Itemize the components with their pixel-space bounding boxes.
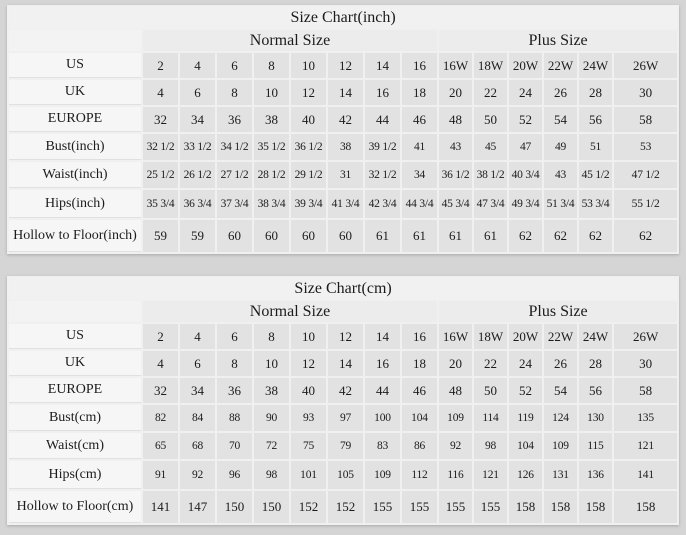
size-cell: 60 [217, 220, 252, 252]
size-cell: 50 [474, 107, 507, 132]
size-cell: 22W [544, 53, 577, 78]
size-cell: 36 1/2 [291, 134, 326, 160]
size-cell: 2 [143, 53, 178, 78]
size-cell: 16 [365, 351, 400, 376]
size-cell: 10 [254, 351, 289, 376]
size-table [7, 5, 679, 254]
size-cell: 4 [180, 53, 215, 78]
size-cell: 51 [579, 134, 612, 160]
size-cell: 6 [217, 324, 252, 349]
size-cell: 51 3/4 [544, 190, 577, 218]
row-label: UK [9, 80, 141, 105]
size-cell: 115 [579, 433, 612, 459]
size-cell: 62 [579, 220, 612, 252]
size-cell: 46 [402, 107, 437, 132]
size-cell: 96 [217, 461, 252, 489]
size-cell: 38 3/4 [254, 190, 289, 218]
size-cell: 43 [544, 162, 577, 188]
size-cell: 40 3/4 [509, 162, 542, 188]
size-cell: 61 [365, 220, 400, 252]
group-header-normal-size: Normal Size [143, 30, 437, 51]
size-cell: 4 [143, 351, 178, 376]
size-cell: 10 [291, 53, 326, 78]
size-cell: 54 [544, 107, 577, 132]
size-cell: 104 [402, 405, 437, 431]
size-cell: 109 [439, 405, 472, 431]
size-cell: 36 [217, 378, 252, 403]
size-cell: 158 [579, 491, 612, 523]
size-cell: 32 [143, 378, 178, 403]
size-cell: 10 [254, 80, 289, 105]
table-row [9, 107, 677, 132]
size-cell: 46 [402, 378, 437, 403]
size-cell: 8 [254, 53, 289, 78]
size-cell: 34 [402, 162, 437, 188]
size-cell: 18W [474, 53, 507, 78]
size-cell: 6 [180, 351, 215, 376]
size-cell: 8 [217, 351, 252, 376]
group-header-plus-size: Plus Size [439, 301, 677, 322]
size-cell: 136 [579, 461, 612, 489]
size-cell: 61 [474, 220, 507, 252]
size-cell: 30 [614, 351, 677, 376]
size-cell: 86 [402, 433, 437, 459]
size-cell: 12 [328, 324, 363, 349]
table-row [9, 190, 677, 218]
size-cell: 14 [328, 351, 363, 376]
size-chart-cm-table [7, 276, 679, 525]
size-cell: 10 [291, 324, 326, 349]
size-cell: 38 [254, 107, 289, 132]
size-cell: 32 [143, 107, 178, 132]
size-cell: 30 [614, 80, 677, 105]
size-cell: 62 [614, 220, 677, 252]
size-cell: 84 [180, 405, 215, 431]
size-cell: 70 [217, 433, 252, 459]
size-cell: 72 [254, 433, 289, 459]
size-cell: 100 [365, 405, 400, 431]
size-cell: 24 [509, 351, 542, 376]
size-cell: 48 [439, 107, 472, 132]
size-cell: 52 [509, 378, 542, 403]
size-cell: 62 [544, 220, 577, 252]
size-cell: 14 [365, 324, 400, 349]
size-cell: 58 [614, 378, 677, 403]
size-cell: 56 [579, 378, 612, 403]
size-cell: 32 1/2 [365, 162, 400, 188]
group-header-normal-size: Normal Size [143, 301, 437, 322]
size-cell: 98 [254, 461, 289, 489]
size-cell: 59 [143, 220, 178, 252]
size-cell: 47 1/2 [614, 162, 677, 188]
size-cell: 18W [474, 324, 507, 349]
row-label: EUROPE [9, 107, 141, 132]
size-cell: 20W [509, 324, 542, 349]
size-cell: 152 [291, 491, 326, 523]
table-row [9, 53, 677, 78]
size-cell: 45 3/4 [439, 190, 472, 218]
size-cell: 34 1/2 [217, 134, 252, 160]
size-cell: 16W [439, 324, 472, 349]
size-cell: 109 [365, 461, 400, 489]
size-cell: 98 [474, 433, 507, 459]
size-cell: 24 [509, 80, 542, 105]
row-label: US [9, 53, 141, 78]
size-cell: 112 [402, 461, 437, 489]
size-cell: 18 [402, 351, 437, 376]
size-cell: 61 [439, 220, 472, 252]
size-cell: 130 [579, 405, 612, 431]
size-cell: 36 1/2 [439, 162, 472, 188]
table-row [9, 162, 677, 188]
size-cell: 49 3/4 [509, 190, 542, 218]
size-cell: 49 [544, 134, 577, 160]
size-cell: 34 [180, 107, 215, 132]
size-cell: 35 1/2 [254, 134, 289, 160]
size-cell: 20 [439, 80, 472, 105]
size-cell: 91 [143, 461, 178, 489]
size-cell: 16 [402, 53, 437, 78]
size-cell: 20W [509, 53, 542, 78]
size-cell: 26 1/2 [180, 162, 215, 188]
row-label: Bust(cm) [9, 405, 141, 431]
table-row [9, 220, 677, 252]
size-cell: 40 [291, 107, 326, 132]
row-label: EUROPE [9, 378, 141, 403]
corner-cell [9, 30, 141, 51]
size-cell: 14 [328, 80, 363, 105]
size-cell: 34 [180, 378, 215, 403]
size-cell: 68 [180, 433, 215, 459]
size-cell: 26 [544, 351, 577, 376]
size-cell: 124 [544, 405, 577, 431]
size-cell: 131 [544, 461, 577, 489]
size-cell: 39 3/4 [291, 190, 326, 218]
size-cell: 114 [474, 405, 507, 431]
row-label: Waist(cm) [9, 433, 141, 459]
size-cell: 150 [254, 491, 289, 523]
size-cell: 90 [254, 405, 289, 431]
size-cell: 158 [544, 491, 577, 523]
size-cell: 42 [328, 378, 363, 403]
table-row [9, 491, 677, 523]
page [0, 5, 686, 525]
size-cell: 83 [365, 433, 400, 459]
size-cell: 54 [544, 378, 577, 403]
size-cell: 26W [614, 324, 677, 349]
size-cell: 44 [365, 107, 400, 132]
size-cell: 155 [365, 491, 400, 523]
size-cell: 147 [180, 491, 215, 523]
size-cell: 25 1/2 [143, 162, 178, 188]
table-row [9, 405, 677, 431]
size-cell: 109 [544, 433, 577, 459]
size-cell: 8 [217, 80, 252, 105]
size-cell: 22 [474, 80, 507, 105]
size-table [7, 276, 679, 525]
size-cell: 35 3/4 [143, 190, 178, 218]
size-cell: 28 1/2 [254, 162, 289, 188]
size-cell: 18 [402, 80, 437, 105]
size-cell: 44 3/4 [402, 190, 437, 218]
size-cell: 56 [579, 107, 612, 132]
table-row [9, 324, 677, 349]
size-cell: 26W [614, 53, 677, 78]
table-row [9, 351, 677, 376]
size-cell: 155 [402, 491, 437, 523]
size-cell: 45 [474, 134, 507, 160]
table-row [9, 433, 677, 459]
size-cell: 88 [217, 405, 252, 431]
size-cell: 24W [579, 324, 612, 349]
size-cell: 47 [509, 134, 542, 160]
table-title: Size Chart(cm) [9, 278, 677, 299]
size-cell: 12 [291, 80, 326, 105]
table-row [9, 80, 677, 105]
size-cell: 150 [217, 491, 252, 523]
size-cell: 59 [180, 220, 215, 252]
size-cell: 4 [180, 324, 215, 349]
size-cell: 158 [614, 491, 677, 523]
row-label: UK [9, 351, 141, 376]
size-cell: 126 [509, 461, 542, 489]
size-cell: 27 1/2 [217, 162, 252, 188]
size-cell: 37 3/4 [217, 190, 252, 218]
row-label: Hips(cm) [9, 461, 141, 489]
corner-cell [9, 301, 141, 322]
size-cell: 55 1/2 [614, 190, 677, 218]
size-cell: 155 [474, 491, 507, 523]
group-header-plus-size: Plus Size [439, 30, 677, 51]
row-label: Hips(inch) [9, 190, 141, 218]
size-cell: 16 [402, 324, 437, 349]
row-label: Hollow to Floor(cm) [9, 491, 141, 523]
size-cell: 22 [474, 351, 507, 376]
size-cell: 82 [143, 405, 178, 431]
size-cell: 105 [328, 461, 363, 489]
size-cell: 31 [328, 162, 363, 188]
size-cell: 39 1/2 [365, 134, 400, 160]
size-cell: 79 [328, 433, 363, 459]
size-cell: 52 [509, 107, 542, 132]
size-cell: 101 [291, 461, 326, 489]
size-cell: 155 [439, 491, 472, 523]
size-cell: 6 [180, 80, 215, 105]
size-cell: 12 [291, 351, 326, 376]
row-label: Hollow to Floor(inch) [9, 220, 141, 252]
size-cell: 6 [217, 53, 252, 78]
size-cell: 50 [474, 378, 507, 403]
size-cell: 158 [509, 491, 542, 523]
row-label: US [9, 324, 141, 349]
size-cell: 4 [143, 80, 178, 105]
size-cell: 116 [439, 461, 472, 489]
size-cell: 16W [439, 53, 472, 78]
size-cell: 42 [328, 107, 363, 132]
size-cell: 38 [328, 134, 363, 160]
size-cell: 60 [291, 220, 326, 252]
size-cell: 48 [439, 378, 472, 403]
size-cell: 47 3/4 [474, 190, 507, 218]
size-cell: 75 [291, 433, 326, 459]
row-label: Bust(inch) [9, 134, 141, 160]
size-cell: 141 [143, 491, 178, 523]
size-cell: 119 [509, 405, 542, 431]
size-cell: 60 [328, 220, 363, 252]
size-cell: 33 1/2 [180, 134, 215, 160]
table-row [9, 461, 677, 489]
size-cell: 58 [614, 107, 677, 132]
size-cell: 121 [614, 433, 677, 459]
size-cell: 92 [439, 433, 472, 459]
size-cell: 36 3/4 [180, 190, 215, 218]
size-cell: 26 [544, 80, 577, 105]
size-cell: 36 [217, 107, 252, 132]
size-cell: 28 [579, 80, 612, 105]
row-label: Waist(inch) [9, 162, 141, 188]
size-chart-inch-table [7, 5, 679, 254]
size-cell: 61 [402, 220, 437, 252]
size-cell: 121 [474, 461, 507, 489]
size-cell: 38 1/2 [474, 162, 507, 188]
size-cell: 29 1/2 [291, 162, 326, 188]
size-cell: 42 3/4 [365, 190, 400, 218]
size-cell: 65 [143, 433, 178, 459]
table-row [9, 134, 677, 160]
size-cell: 24W [579, 53, 612, 78]
size-cell: 40 [291, 378, 326, 403]
size-cell: 41 3/4 [328, 190, 363, 218]
size-cell: 41 [402, 134, 437, 160]
size-cell: 135 [614, 405, 677, 431]
size-cell: 45 1/2 [579, 162, 612, 188]
size-cell: 53 3/4 [579, 190, 612, 218]
size-cell: 97 [328, 405, 363, 431]
size-cell: 152 [328, 491, 363, 523]
size-cell: 104 [509, 433, 542, 459]
size-cell: 62 [509, 220, 542, 252]
size-cell: 43 [439, 134, 472, 160]
size-cell: 20 [439, 351, 472, 376]
size-cell: 92 [180, 461, 215, 489]
table-row [9, 378, 677, 403]
size-cell: 38 [254, 378, 289, 403]
size-cell: 53 [614, 134, 677, 160]
size-cell: 93 [291, 405, 326, 431]
size-cell: 32 1/2 [143, 134, 178, 160]
size-cell: 60 [254, 220, 289, 252]
size-cell: 8 [254, 324, 289, 349]
size-cell: 44 [365, 378, 400, 403]
size-cell: 22W [544, 324, 577, 349]
size-cell: 14 [365, 53, 400, 78]
size-cell: 2 [143, 324, 178, 349]
size-cell: 12 [328, 53, 363, 78]
size-cell: 16 [365, 80, 400, 105]
size-cell: 28 [579, 351, 612, 376]
size-cell: 141 [614, 461, 677, 489]
table-title: Size Chart(inch) [9, 7, 677, 28]
